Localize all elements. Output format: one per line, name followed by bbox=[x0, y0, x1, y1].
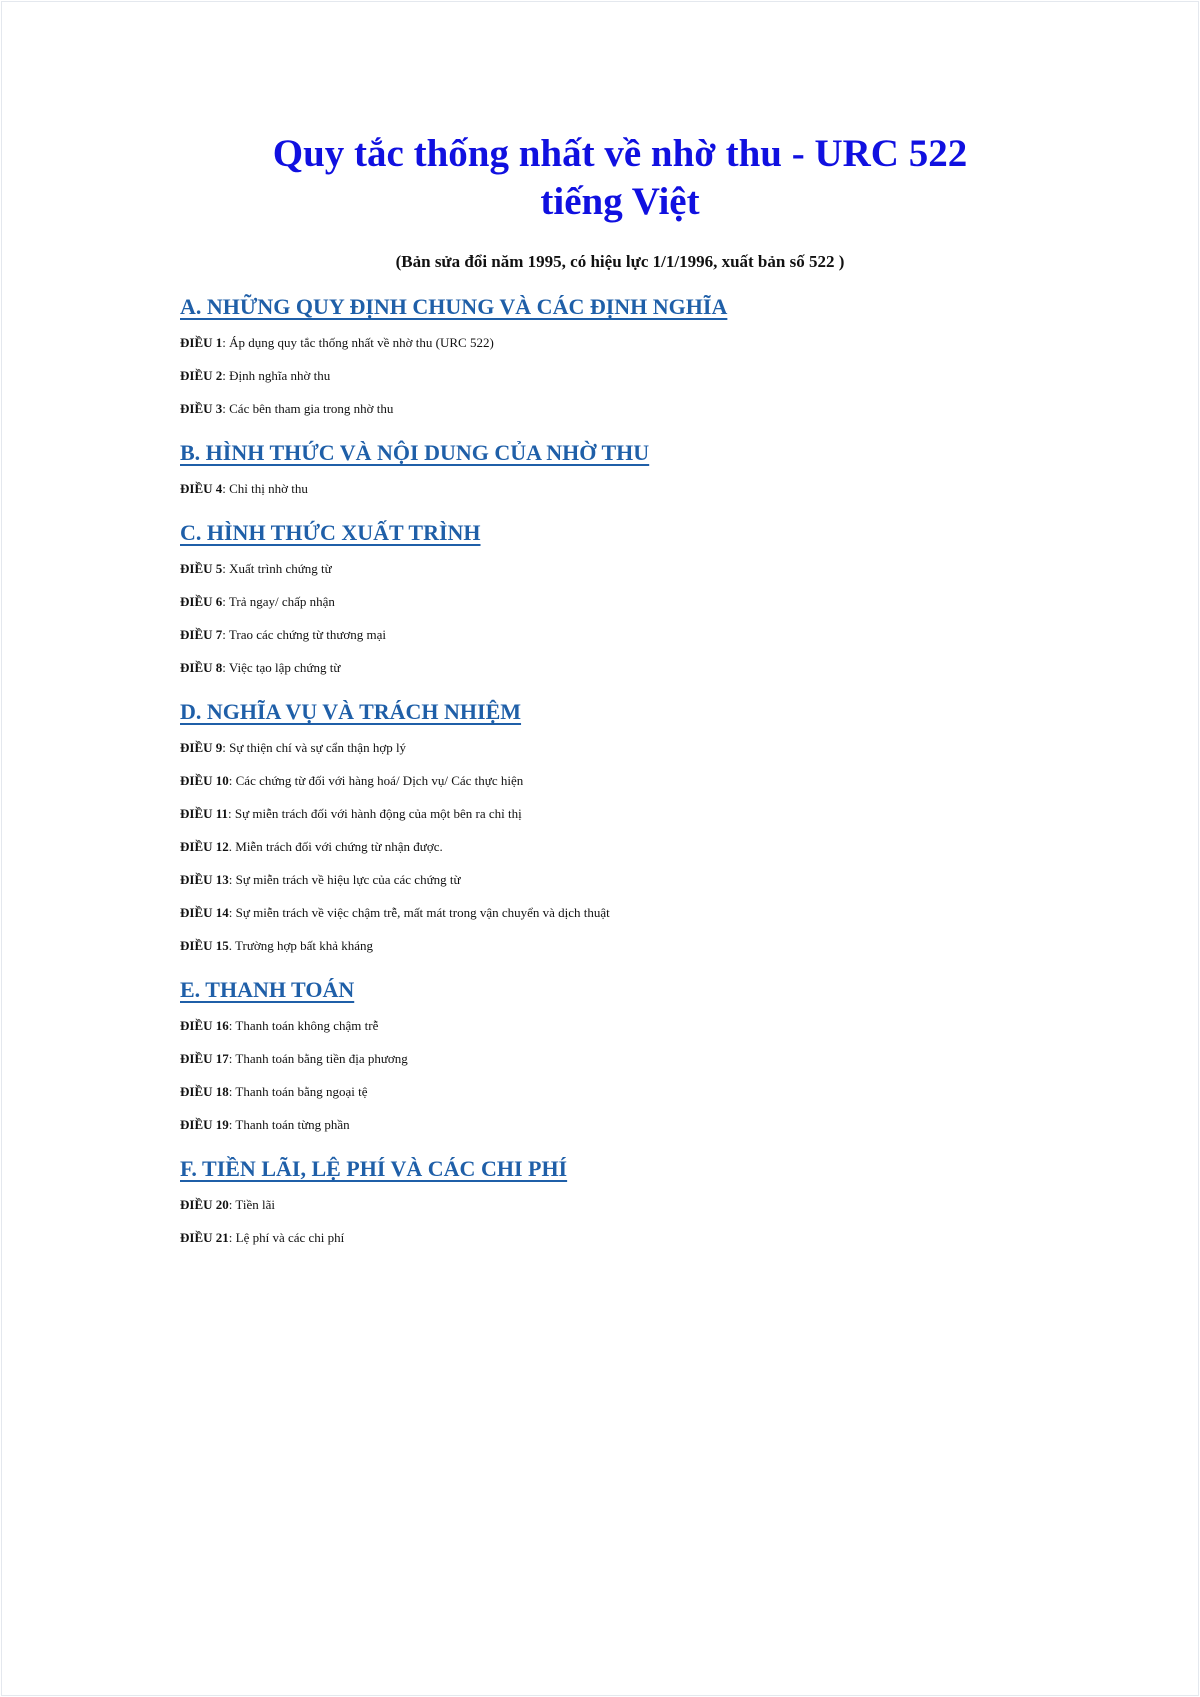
section bbox=[180, 977, 1060, 1134]
article-item[interactable] bbox=[180, 739, 1060, 757]
article-text: : Trả ngay/ chấp nhận bbox=[222, 594, 335, 609]
section bbox=[180, 294, 1060, 418]
article-number: ĐIỀU 16 bbox=[180, 1018, 229, 1033]
article-number: ĐIỀU 5 bbox=[180, 561, 223, 576]
article-number: ĐIỀU 7 bbox=[180, 627, 223, 642]
article-text: : Tiền lãi bbox=[228, 1197, 276, 1212]
article-number: ĐIỀU 6 bbox=[180, 594, 223, 609]
article-number: ĐIỀU 1 bbox=[180, 335, 223, 350]
article-text: : Sự miễn trách về việc chậm trễ, mất mát trong vận chuyển và dịch thuật bbox=[228, 905, 610, 920]
article-item[interactable] bbox=[180, 772, 1060, 790]
article-item[interactable] bbox=[180, 334, 1060, 352]
article-number: ĐIỀU 13 bbox=[180, 872, 229, 887]
document-title bbox=[100, 130, 1140, 226]
article-text: : Lệ phí và các chi phí bbox=[228, 1230, 345, 1245]
article-item[interactable] bbox=[180, 593, 1060, 611]
section-title-link[interactable]: D. NGHĨA VỤ VÀ TRÁCH NHIỆM bbox=[180, 699, 522, 724]
article-text: : Các bên tham gia trong nhờ thu bbox=[222, 401, 394, 416]
article-item[interactable] bbox=[180, 805, 1060, 823]
article-text: : Sự thiện chí và sự cẩn thận hợp lý bbox=[222, 740, 407, 755]
section bbox=[180, 1156, 1060, 1247]
article-number: ĐIỀU 11 bbox=[180, 806, 229, 821]
document-subtitle: (Bản sửa đổi năm 1995, có hiệu lực 1/1/1996, xuất bản số 522 ) bbox=[395, 252, 845, 271]
article-number: ĐIỀU 21 bbox=[180, 1230, 229, 1245]
article-text: : Xuất trình chứng từ bbox=[222, 561, 332, 576]
section bbox=[180, 520, 1060, 677]
section-title-link[interactable]: C. HÌNH THỨC XUẤT TRÌNH bbox=[180, 520, 481, 545]
article-number: ĐIỀU 17 bbox=[180, 1051, 229, 1066]
article-item[interactable] bbox=[180, 904, 1060, 922]
article-text: : Thanh toán bằng ngoại tệ bbox=[228, 1084, 368, 1099]
article-text: : Sự miễn trách đối với hành động của một bên ra chỉ thị bbox=[228, 806, 522, 821]
article-number: ĐIỀU 19 bbox=[180, 1117, 229, 1132]
section-title-link[interactable]: A. NHỮNG QUY ĐỊNH CHUNG VÀ CÁC ĐỊNH NGHĨA bbox=[180, 294, 728, 319]
article-number: ĐIỀU 18 bbox=[180, 1084, 229, 1099]
document-title-line1: Quy tắc thống nhất về nhờ thu - URC 522 bbox=[272, 132, 968, 175]
article-item[interactable] bbox=[180, 1050, 1060, 1068]
section-title-link[interactable]: E. THANH TOÁN bbox=[180, 977, 355, 1002]
article-item[interactable] bbox=[180, 480, 1060, 498]
article-text: : Chỉ thị nhờ thu bbox=[222, 481, 308, 496]
article-number: ĐIỀU 10 bbox=[180, 773, 229, 788]
article-text: : Việc tạo lập chứng từ bbox=[222, 660, 341, 675]
article-number: ĐIỀU 12 bbox=[180, 839, 229, 854]
article-text: . Trường hợp bất khả kháng bbox=[228, 938, 374, 953]
article-item[interactable] bbox=[180, 626, 1060, 644]
article-text: : Thanh toán không chậm trễ bbox=[228, 1018, 379, 1033]
article-number: ĐIỀU 3 bbox=[180, 401, 223, 416]
article-text: : Sự miễn trách về hiệu lực của các chứng từ bbox=[228, 872, 461, 887]
sections-container bbox=[180, 294, 1060, 1247]
article-item[interactable] bbox=[180, 1116, 1060, 1134]
article-item[interactable] bbox=[180, 367, 1060, 385]
article-item[interactable] bbox=[180, 1229, 1060, 1247]
article-item[interactable] bbox=[180, 659, 1060, 677]
section-title-link[interactable]: B. HÌNH THỨC VÀ NỘI DUNG CỦA NHỜ THU bbox=[180, 440, 650, 465]
article-number: ĐIỀU 20 bbox=[180, 1197, 229, 1212]
article-item[interactable] bbox=[180, 1196, 1060, 1214]
article-item[interactable] bbox=[180, 937, 1060, 955]
article-text: : Thanh toán bằng tiền địa phương bbox=[228, 1051, 408, 1066]
article-text: : Định nghĩa nhờ thu bbox=[222, 368, 331, 383]
article-number: ĐIỀU 2 bbox=[180, 368, 223, 383]
article-item[interactable] bbox=[180, 1083, 1060, 1101]
article-number: ĐIỀU 15 bbox=[180, 938, 229, 953]
article-number: ĐIỀU 14 bbox=[180, 905, 229, 920]
article-number: ĐIỀU 9 bbox=[180, 740, 223, 755]
document-body bbox=[180, 130, 1060, 1262]
article-text: : Trao các chứng từ thương mại bbox=[222, 627, 387, 642]
article-item[interactable] bbox=[180, 560, 1060, 578]
section bbox=[180, 440, 1060, 498]
article-item[interactable] bbox=[180, 400, 1060, 418]
article-text: . Miễn trách đối với chứng từ nhận được. bbox=[228, 839, 443, 854]
article-item[interactable] bbox=[180, 1017, 1060, 1035]
section-title-link[interactable]: F. TIỀN LÃI, LỆ PHÍ VÀ CÁC CHI PHÍ bbox=[180, 1156, 568, 1181]
article-item[interactable] bbox=[180, 871, 1060, 889]
article-number: ĐIỀU 4 bbox=[180, 481, 223, 496]
article-text: : Các chứng từ đối với hàng hoá/ Dịch vụ/ Các thực hiện bbox=[228, 773, 524, 788]
article-item[interactable] bbox=[180, 838, 1060, 856]
article-text: : Thanh toán từng phần bbox=[228, 1117, 350, 1132]
section bbox=[180, 699, 1060, 955]
article-text: : Áp dụng quy tắc thống nhất về nhờ thu (URC 522) bbox=[222, 335, 494, 350]
article-number: ĐIỀU 8 bbox=[180, 660, 223, 675]
document-title-line2: tiếng Việt bbox=[540, 180, 700, 223]
